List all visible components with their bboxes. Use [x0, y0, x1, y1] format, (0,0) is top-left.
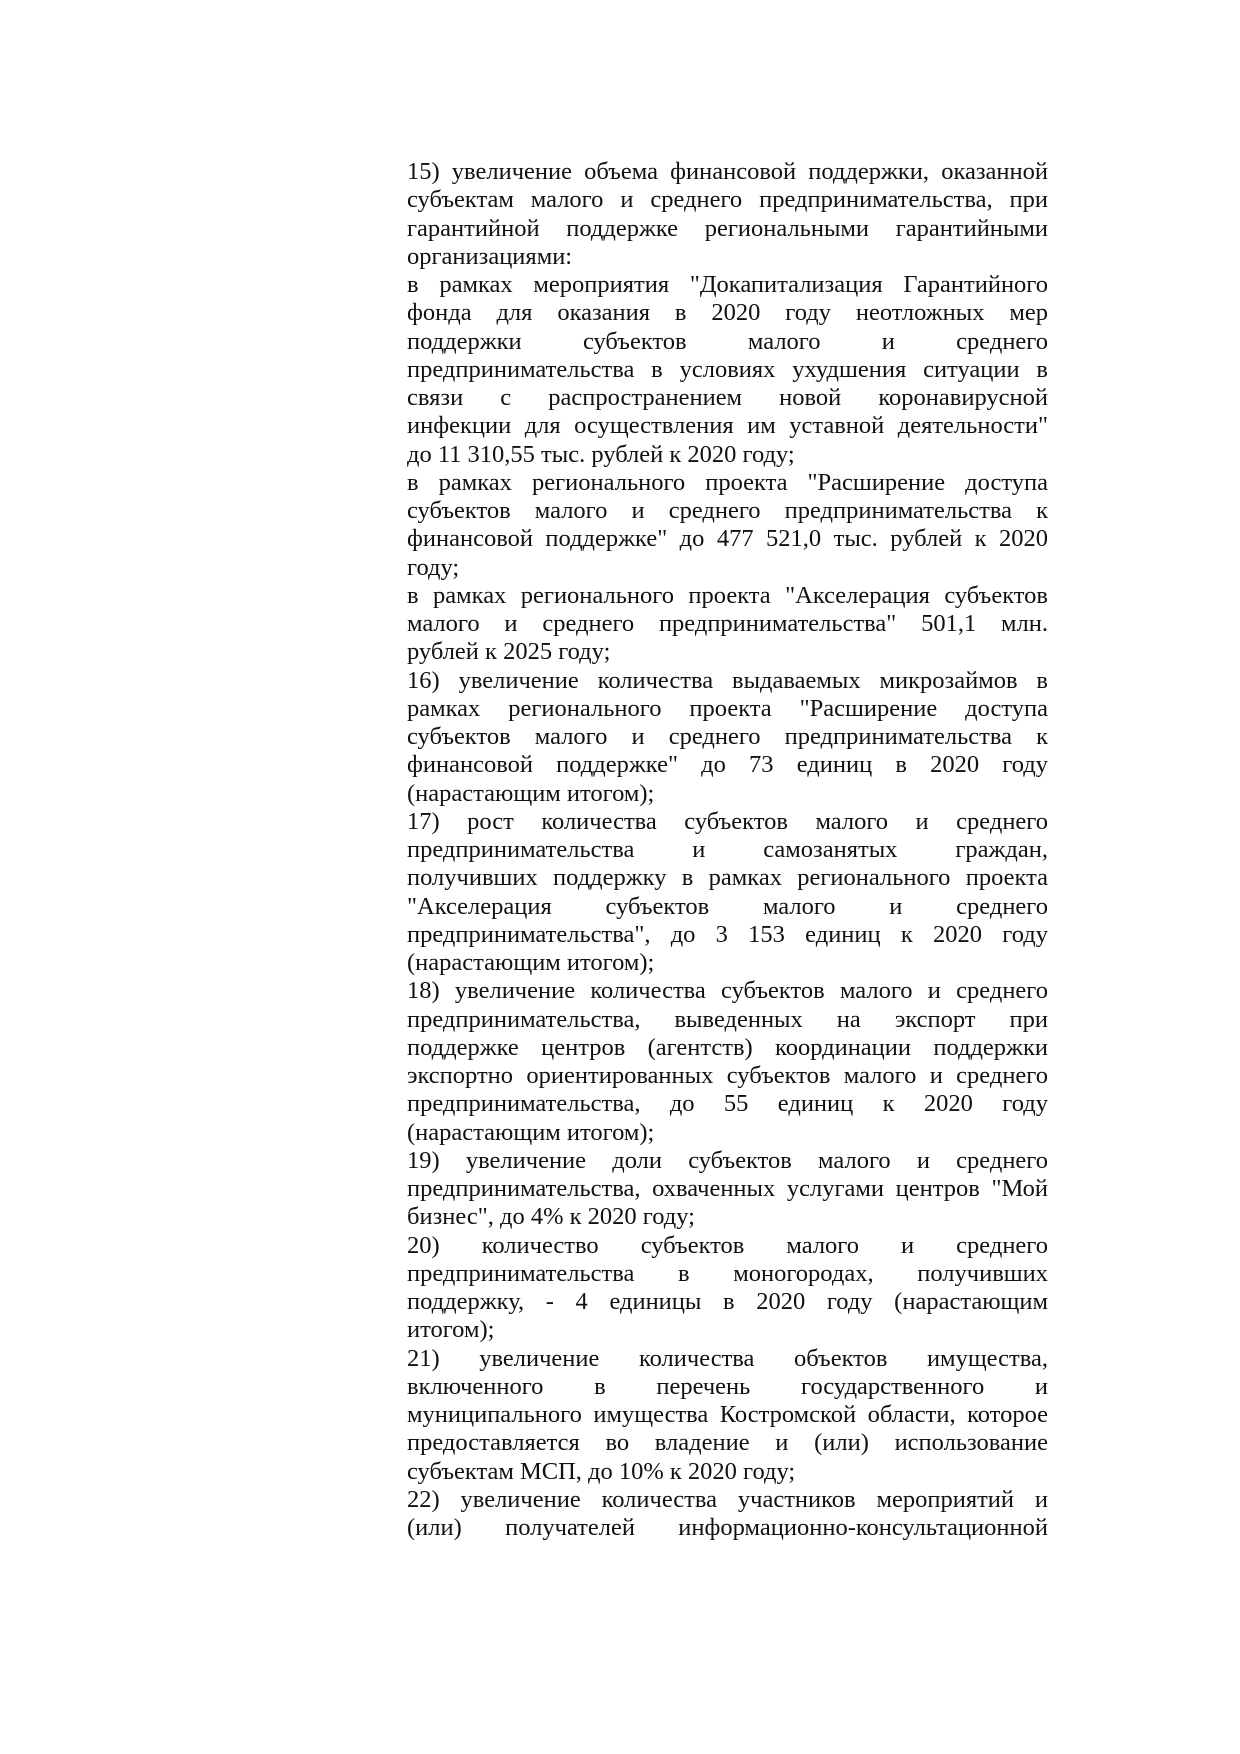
text-line: "Акселерация субъектов малого и среднего [407, 892, 1048, 920]
paragraph-item-15-rasshirenie [407, 469, 1048, 582]
text-line: до 11 310,55 тыс. рублей к 2020 году; [407, 440, 795, 468]
text-line: (нарастающим итогом); [407, 949, 655, 976]
text-line: предпринимательства в моногородах, получивших [407, 1259, 1048, 1287]
text-line: предпринимательства, до 55 единиц к 2020 году [407, 1090, 1048, 1118]
text-line: в рамках мероприятия "Докапитализация Гарантийного [407, 271, 1048, 298]
text-line: фонда для оказания в 2020 году неотложных мер [407, 299, 1048, 327]
text-line: предпринимательства", до 3 153 единиц к 2020 году [407, 920, 1048, 948]
text-line: 18) увеличение количества субъектов малого и среднего [407, 977, 1048, 1005]
text-line: 15) увеличение объема финансовой поддержки, оказанной [407, 158, 1048, 185]
text-line: бизнес", до 4% к 2020 году; [407, 1203, 695, 1231]
text-line: поддержке центров (агентств) координации поддержки [407, 1033, 1048, 1061]
text-line: (или) получателей информационно-консультационной [407, 1514, 1048, 1541]
text-line: в рамках регионального проекта "Акселерация субъектов [407, 581, 1048, 609]
text-line: 22) увеличение количества участников мероприятий и [407, 1485, 1048, 1513]
text-line: инфекции для осуществления им уставной деятельности" [407, 412, 1048, 440]
text-line: 21) увеличение количества объектов имущества, [407, 1344, 1048, 1372]
paragraph-item-15-akseleraciya [407, 582, 1048, 667]
paragraph-item-15 [407, 158, 1048, 271]
text-line: поддержку, - 4 единицы в 2020 году (нарастающим [407, 1288, 1048, 1315]
text-line: гарантийной поддержке региональными гарантийными [407, 214, 1048, 242]
text-line: малого и среднего предпринимательства" 501,1 млн. [407, 610, 1048, 637]
text-line: субъектам малого и среднего предпринимательства, при [407, 186, 1048, 214]
text-line: 16) увеличение количества выдаваемых микрозаймов в [407, 666, 1048, 694]
text-line: рамках регионального проекта "Расширение доступа [407, 694, 1048, 722]
text-line: предпринимательства, охваченных услугами центров "Мой [407, 1175, 1048, 1202]
document-body [407, 158, 1048, 1542]
paragraph-item-21 [407, 1345, 1048, 1486]
paragraph-item-22 [407, 1486, 1048, 1543]
text-line: в рамках регионального проекта "Расширение доступа [407, 468, 1048, 496]
paragraph-item-19 [407, 1147, 1048, 1232]
text-line: рублей к 2025 году; [407, 638, 611, 666]
text-line: 20) количество субъектов малого и среднего [407, 1231, 1048, 1259]
text-line: поддержки субъектов малого и среднего [407, 327, 1048, 355]
text-line: экспортно ориентированных субъектов малого и среднего [407, 1062, 1048, 1089]
text-line: предоставляется во владение и (или) использование [407, 1429, 1048, 1457]
text-line: субъектов малого и среднего предпринимательства к [407, 723, 1048, 750]
text-line: субъектам МСП, до 10% к 2020 году; [407, 1457, 796, 1485]
text-line: предпринимательства и самозанятых граждан, [407, 836, 1048, 863]
text-line: итогом); [407, 1316, 495, 1344]
text-line: (нарастающим итогом); [407, 1118, 655, 1146]
text-line: субъектов малого и среднего предпринимательства к [407, 497, 1048, 524]
text-line: включенного в перечень государственного и [407, 1372, 1048, 1400]
text-line: предпринимательства, выведенных на экспорт при [407, 1005, 1048, 1033]
text-line: 17) рост количества субъектов малого и среднего [407, 807, 1048, 835]
paragraph-item-15-dokapitalizaciya [407, 271, 1048, 469]
text-line: 19) увеличение доли субъектов малого и среднего [407, 1146, 1048, 1174]
text-line: получивших поддержку в рамках регионального проекта [407, 864, 1048, 892]
paragraph-item-16 [407, 667, 1048, 808]
paragraph-item-17 [407, 808, 1048, 978]
text-line: финансовой поддержке" до 73 единиц в 2020 году [407, 751, 1048, 779]
text-line: году; [407, 553, 460, 581]
text-line: муниципального имущества Костромской области, которое [407, 1401, 1048, 1428]
text-line: (нарастающим итогом); [407, 779, 655, 807]
text-line: финансовой поддержке" до 477 521,0 тыс. рублей к 2020 [407, 525, 1048, 553]
paragraph-item-20 [407, 1232, 1048, 1345]
text-line: предпринимательства в условиях ухудшения ситуации в [407, 355, 1048, 383]
text-line: организациями: [407, 242, 573, 270]
paragraph-item-18 [407, 977, 1048, 1147]
text-line: связи с распространением новой коронавирусной [407, 384, 1048, 411]
